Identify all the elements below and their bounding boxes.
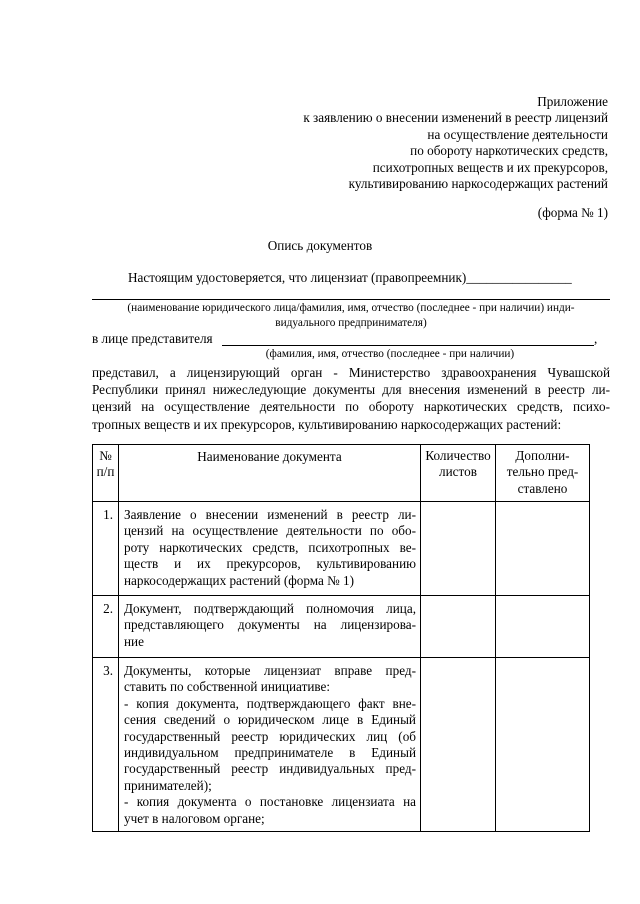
entity-caption-line: (наименование юридического лица/фамилия, имя, отчество (последнее - при наличии) инди- [127,302,575,314]
table-row [93,658,590,832]
form-number: (форма № 1) [537,205,608,220]
page-title: Опись документов [267,238,373,253]
body-line: цензий на осуществление деятельности по обороту наркотических средств, психо- [92,399,610,415]
table-row [93,502,590,596]
header-document-name: Наименование документа [119,445,421,502]
entity-caption-line: видуального предпринимателя) [275,317,427,329]
entity-caption [88,301,614,331]
row-sheet-count-cell[interactable] [421,596,496,658]
body-line: тропных веществ и их прекурсоров, культивированию наркосодержащих растений: [92,416,562,432]
representative-label: в лице представителя [92,331,213,346]
entity-name-line [92,299,610,300]
row-number: 3. [93,658,119,832]
appendix-line: по обороту наркотических средств, [410,143,608,159]
certify-statement: Настоящим удостоверяется, что лицензиат (правопреемник)________________ [128,270,572,285]
row-sheet-count-cell[interactable] [421,502,496,596]
row-additional-cell[interactable] [496,502,590,596]
row-number: 2. [93,596,119,658]
appendix-header [303,94,608,192]
appendix-line: Приложение [537,94,608,109]
representative-line [222,345,594,346]
documents-table [92,444,590,832]
person-caption: (фамилия, имя, отчество (последнее - при наличии) [265,348,515,360]
row-additional-cell[interactable] [496,658,590,832]
row-number: 1. [93,502,119,596]
row-document-name: Документ, подтверждающий полномочия лица, представляющего документы на лицензирова- ние [119,596,421,658]
row-document-name: Документы, которые лицензиат вправе пред- ставить по собственной инициативе: - копия документа, подтверждающего факт вне- сения сведений о юридическом лице в Единый государственный реестр юридических лиц (об индивидуальном предпринимателе в Единый государственный реестр индивидуальных пред- принимателей); - копия документа о постановке лицензиата на учет в налоговом органе; [119,658,421,832]
body-line: представил, а лицензирующий орган - Министерство здравоохранения Чувашской [92,365,610,380]
row-sheet-count-cell[interactable] [421,658,496,832]
table-header-row [93,445,590,502]
header-sheet-count: Количество листов [421,445,496,502]
table-row [93,596,590,658]
body-paragraph [92,364,610,433]
appendix-line: психотропных веществ и их прекурсоров, [372,159,608,175]
header-number: № п/п [93,445,119,502]
appendix-line: к заявлению о внесении изменений в реестр лицензий [303,110,608,126]
body-line: Республики принял нижеследующие документы для внесения изменений в реестр ли- [92,382,610,398]
representative-comma: , [594,331,598,346]
row-document-name: Заявление о внесении изменений в реестр ли- цензий на осуществление деятельности по обо- роту наркотических средств, психотропных ве- ществ и их прекурсоров, культивированию наркосодержащих растений (форма № 1) [119,502,421,596]
header-additionally-submitted: Дополни- тельно пред- ставлено [496,445,590,502]
row-additional-cell[interactable] [496,596,590,658]
appendix-line: на осуществление деятельности [427,126,608,142]
appendix-line: культивированию наркосодержащих растений [348,176,608,192]
